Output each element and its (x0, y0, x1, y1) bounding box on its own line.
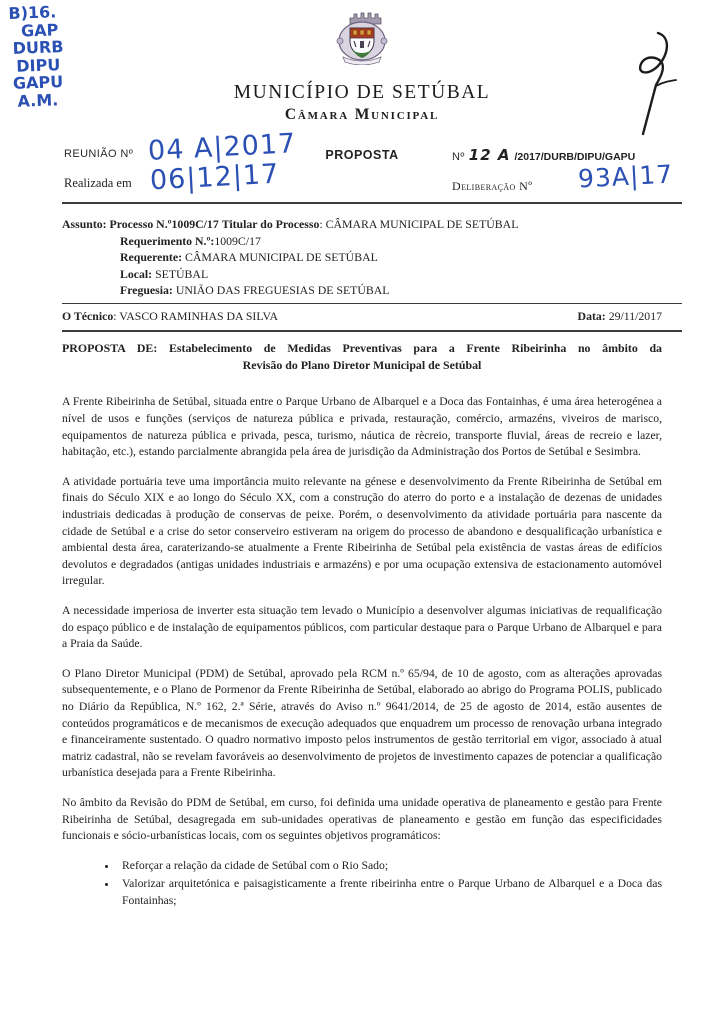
assunto-label: Assunto: (62, 217, 107, 231)
freguesia-label: Freguesia: (120, 283, 173, 298)
signature-flourish (612, 28, 684, 145)
subject-row-requerente (62, 249, 662, 266)
deliberation-number-label: Deliberação Nº (452, 179, 533, 193)
annotation-line: B)16. (8, 2, 57, 23)
body-paragraph-2: A atividade portuária teve uma importância muito relevante na génese e desenvolvimento da Frente Ribeirinha de Setúbal em finais do Século XIX e ao longo do Século XX, com a construção do aterro do porto e a instalação de dezenas de unidades industriais dedicadas à produção de conservas de peixe. Porém, o desenvolvimento da atividade portuária para nascente da cidade de Setúbal e a crise do setor conserveiro estiveram na origem do processo de abandono e desqualificação urbanística e ambiental desta área, caraterizando-se atualmente a Frente Ribeirinha de Setúbal pela existência de vastas áreas de edifícios devolutos e degradados (antigas unidades industriais e armazéns) e por uma ocupação extensiva de estacionamento automóvel irregular. (62, 474, 662, 588)
meeting-number-handwritten-value: 04 A|2017 (147, 128, 297, 167)
requerimento-label: Requerimento N.º: (120, 233, 215, 248)
technician-field (62, 309, 278, 324)
handwritten-routing-annotation (8, 3, 65, 110)
subject-row-processo (62, 216, 662, 233)
proposal-heading-line1: PROPOSTA DE: Estabelecimento de Medidas Preventivas para a Frente Ribeirinha no âmbito da (62, 341, 662, 356)
meeting-date-handwritten-value: 06|12|17 (149, 158, 280, 197)
annotation-line: DIPU (15, 54, 61, 76)
date-label: Data: (577, 309, 606, 324)
document-body (62, 394, 662, 909)
annotation-line: GAP (20, 19, 59, 41)
body-paragraph-5: No âmbito da Revisão do PDM de Setúbal, em curso, foi definida uma unidade operativa de planeamento e gestão para Frente Ribeirinha de Setúbal, desagregada em sub-unidades operativas de planeamento e gestão em função das especificidades funcionais e sócio-urbanísticas locais, com os seguintes objetivos programáticos: (62, 795, 662, 843)
freguesia-value: UNIÃO DAS FREGUESIAS DE SETÚBAL (175, 283, 390, 298)
body-paragraph-4: O Plano Diretor Municipal (PDM) de Setúbal, aprovado pela RCM n.º 65/94, de 10 de agosto, com as alterações aprovadas subsequentemente, e o Plano de Pormenor da Frente Ribeirinha de Setúbal, elaborado ao abrigo do Programa POLIS, publicado no Diário da República, N.º 162, 2.ª Série, através do Aviso n.º 9641/2014, de 25 de agosto de 2014, estão ausentes de conteúdos programáticos e de mecanismos de execução adequados que enquadrem um processo de renovação urbana integrado e financeiramente sustentado. O quadro normativo imposto pelos instrumentos de gestão territorial em vigor, associado à atual matriz cadastral, não se revelam favoráveis ao desenvolvimento de projetos de investimento capazes de potenciar a qualificação urbanística desejada para a Frente Ribeirinha. (62, 666, 662, 780)
proposal-heading-line2: Revisão do Plano Diretor Municipal de Setúbal (242, 358, 482, 373)
date-field (578, 309, 662, 324)
subject-row-requerimento (62, 233, 662, 250)
technician-bottom-rule (62, 330, 682, 332)
setubal-coat-of-arms-icon (332, 5, 392, 65)
objective-item-1: • Reforçar a relação da cidade de Setúbal com o Rio Sado; (118, 858, 662, 875)
annotation-line: DURB (12, 37, 64, 58)
proposal-number-label: Nº (452, 151, 465, 163)
local-value: SETÚBAL (155, 266, 209, 281)
local-label: Local: (120, 266, 153, 281)
titular-value: : CÂMARA MUNICIPAL DE SETÚBAL (319, 217, 519, 231)
objective-item-2: • Valorizar arquitetónica e paisagisticamente a frente ribeirinha entre o Parque Urbano de Albarquel e a Doca das Fontainhas; (118, 876, 662, 909)
annotation-line: A.M. (17, 89, 59, 111)
date-value: 29/11/2017 (608, 309, 662, 324)
proposal-title-label: PROPOSTA (325, 148, 399, 162)
requerimento-value: 1009C/17 (214, 233, 261, 248)
titular-label: Titular do Processo (221, 217, 320, 231)
document-meta-fields (0, 128, 724, 202)
objectives-list (102, 858, 662, 910)
meeting-number-label: REUNIÃO Nº (64, 148, 134, 160)
technician-name: : VASCO RAMINHAS DA SILVA (113, 309, 279, 324)
proposal-number-suffix: /2017/DURB/DIPU/GAPU (514, 151, 636, 163)
meeting-date-label: Realizada em (64, 176, 132, 190)
municipality-title: MUNICÍPIO DE SETÚBAL (233, 82, 491, 103)
requerente-label: Requerente: (120, 250, 183, 265)
header-divider-rule (62, 202, 682, 204)
proposal-number-handwritten-value: 12 A (468, 146, 511, 164)
deliberation-number-handwritten-value: 93A|17 (577, 159, 674, 194)
processo-value: Processo N.º1009C/17 (109, 217, 219, 231)
subject-row-freguesia (62, 282, 662, 299)
requerente-value: CÂMARA MUNICIPAL DE SETÚBAL (184, 250, 378, 265)
proposal-heading (62, 340, 662, 374)
annotation-line: GAPU (12, 72, 64, 93)
subject-block (62, 216, 662, 299)
body-paragraph-1: A Frente Ribeirinha de Setúbal, situada entre o Parque Urbano de Albarquel e a Doca das Fontainhas, é uma área heterogénea a nível de usos e funções (serviços de natureza pública e privada, restauração, comércio, armazéns, viveiros de marisco, equipamentos de natureza pública e privada, pesca, turismo, náutica de rècreio, transporte fluvial, áreas de recreio e lazer, habitação, etc.), estando parcialmente abrangida pela área de jurisdição da Administração dos Portos de Setúbal e Sesimbra. (62, 395, 662, 459)
technician-label: O Técnico (62, 309, 114, 324)
chamber-subtitle: Câmara Municipal (284, 106, 440, 123)
body-paragraph-3: A necessidade imperiosa de inverter esta situação tem levado o Município a desenvolver algumas iniciativas de requalificação do espaço público e de instalação de equipamentos públicos, com particular destaque para o Parque Urbano de Albarquel e para a Praia da Saúde. (62, 604, 662, 651)
subject-row-local (62, 266, 662, 283)
technician-row (62, 304, 662, 330)
